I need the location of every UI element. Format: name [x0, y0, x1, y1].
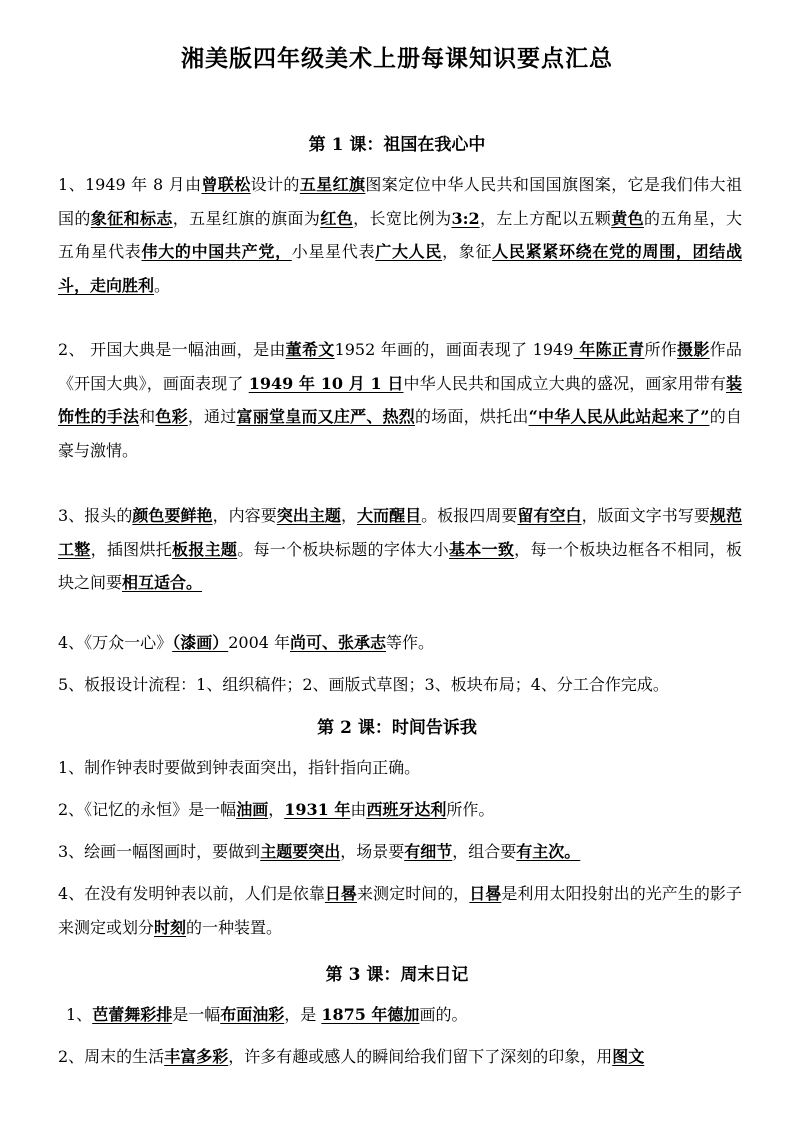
key-term: 伟大的中国共产党，	[141, 242, 292, 261]
text-run: ，	[268, 800, 285, 819]
text-run: 2、《记忆的永恒》是一幅	[58, 800, 237, 819]
key-term: 油画	[236, 800, 269, 819]
key-term: 有主次。	[516, 842, 581, 861]
text-run: 2、 开国大典是一幅油画，是由	[58, 340, 286, 359]
lesson-1-item-3	[58, 499, 742, 600]
key-term: 尚可、张承志	[290, 633, 387, 652]
text-run: ，许多有趣或感人的瞬间给我们留下了深刻的印象，用	[228, 1047, 613, 1066]
key-term: 1931 年	[284, 800, 351, 819]
text-run: 的自豪与激情。	[58, 407, 742, 460]
text-run: 1952 年画的，画面表现了 1949	[334, 340, 574, 359]
text-run: 2004 年	[228, 633, 291, 652]
text-run: 小星星代表	[291, 242, 376, 261]
key-term: 人民紧紧环绕在党的周围，团结战斗，走向胜利	[58, 242, 742, 295]
lesson-1-heading: 第 1 课：祖国在我心中	[308, 135, 486, 155]
lesson-1-item-4	[58, 626, 742, 660]
lesson-2-heading: 第 2 课：时间告诉我	[317, 718, 477, 738]
text-run: 画的。	[419, 1005, 468, 1024]
key-term: 日晷	[324, 884, 357, 903]
key-term: 主题要突出	[260, 842, 341, 861]
text-run: ，左上方配以五颗	[479, 208, 612, 228]
text-run: 。	[154, 275, 171, 295]
text-run: 是利用太阳投射出的光产生的影子来测定或划分	[58, 884, 742, 937]
text-run: 是一幅	[172, 1005, 221, 1024]
key-term: 大而醒目	[356, 506, 422, 525]
lesson-3-item-1	[66, 998, 742, 1032]
text-run: 3、绘画一幅图画时，要做到	[58, 842, 261, 861]
text-run: 等作。	[386, 633, 435, 652]
key-term: 时刻	[154, 917, 187, 937]
text-run: 由	[350, 800, 367, 819]
key-term: 象征和标志	[90, 208, 173, 228]
key-term: 基本一致	[449, 539, 515, 559]
text-run: 和	[139, 407, 156, 426]
key-term: 年陈正青	[573, 340, 645, 359]
lesson-1-item-1	[58, 168, 742, 302]
key-term: “中华人民从此站起来了”	[528, 407, 710, 426]
text-run: ，通过	[187, 407, 237, 426]
key-term: （漆画）	[172, 633, 229, 652]
key-term: 1875 年德加	[321, 1005, 420, 1024]
text-run: 来测定时间的，	[356, 884, 470, 903]
key-term: 黄色	[611, 208, 644, 228]
text-run: ，内容要	[212, 506, 277, 525]
text-run: 所作	[644, 340, 678, 359]
key-term: 有细节	[404, 842, 453, 861]
text-run: 1、制作钟表时要做到钟表面突出，指针指向正确。	[58, 758, 421, 777]
text-run: ，长宽比例为	[353, 208, 452, 228]
key-term: 突出主题	[276, 506, 341, 525]
key-term: 布面油彩	[220, 1005, 285, 1024]
key-term: 丰富多彩	[164, 1047, 229, 1066]
text-run: 作品《开国大典》，画面表现了	[58, 340, 742, 393]
key-term: 板报主题	[172, 539, 238, 559]
lesson-1-item-2	[58, 333, 742, 467]
text-run: ，是	[284, 1005, 322, 1024]
key-term: 日晷	[469, 884, 502, 903]
text-run: 5、板报设计流程：1、组织稿件；2、画版式草图；3、板块布局；4、分工合作完成。	[58, 675, 669, 694]
key-term: 董希文	[285, 340, 335, 359]
key-term: 芭蕾舞彩排	[92, 1005, 173, 1024]
text-run: ，版面文字书写要	[581, 506, 710, 525]
key-term: 3:2	[451, 208, 480, 228]
text-run: 。板报四周要	[421, 506, 518, 525]
text-run: 1、1949 年 8 月由	[58, 175, 202, 194]
key-term: 西班牙达利	[366, 800, 447, 819]
text-run: 4、《万众一心》	[58, 633, 173, 652]
text-run: 2、周末的生活	[58, 1047, 165, 1066]
text-run: ，每一个板块边框各不相同，板块之间要	[58, 539, 742, 592]
text-run: ，组合要	[452, 842, 517, 861]
text-run: 的五角星，大五角星代表	[58, 208, 742, 261]
lesson-1-item-5	[58, 668, 742, 702]
text-run: 中华人民共和国成立大典的盛况，画家用带有	[403, 373, 726, 393]
key-term: 颜色要鲜艳	[132, 506, 213, 525]
key-term: 1949 年 10 月 1 日	[248, 373, 404, 393]
lesson-2-item-1	[58, 751, 742, 785]
key-term: 摄影	[677, 340, 710, 359]
key-term: 色彩	[155, 407, 188, 426]
key-term: 广大人民	[375, 242, 443, 261]
key-term: 相互适合。	[122, 573, 203, 592]
key-term: 留有空白	[517, 506, 582, 525]
key-term: 富丽堂皇而又庄严、热烈	[236, 407, 415, 426]
key-term: 图文	[612, 1047, 645, 1066]
text-run: ，	[340, 506, 357, 525]
key-term: 曾联松	[201, 175, 251, 194]
lesson-2-item-3	[58, 835, 742, 869]
text-run: ，插图烘托	[90, 539, 173, 559]
text-run: 的场面，烘托出	[415, 407, 529, 426]
text-run: ，五星红旗的旗面为	[172, 208, 321, 228]
lesson-3-heading: 第 3 课：周末日记	[325, 965, 469, 985]
text-run: 。每一个板块标题的字体大小	[237, 539, 449, 559]
text-run: 图案定位中华人民共和国国旗图案，它是我们伟大祖国的	[58, 175, 742, 228]
text-run: 设计的	[250, 175, 300, 194]
text-run: 的一种装置。	[186, 917, 283, 937]
lesson-2-item-2	[58, 793, 742, 827]
lesson-3-item-2	[58, 1040, 742, 1074]
key-term: 装饰性的手法	[58, 373, 742, 426]
lesson-2-item-4	[58, 877, 742, 944]
key-term: 五星红旗	[299, 175, 366, 194]
text-run: ，象征	[442, 242, 493, 261]
key-term: 规范工整	[58, 506, 742, 559]
text-run: 3、报头的	[58, 506, 133, 525]
text-run: 4、在没有发明钟表以前，人们是依靠	[58, 884, 325, 903]
text-run: 1、	[66, 1005, 93, 1024]
document-title: 湘美版四年级美术上册每课知识要点汇总	[181, 45, 613, 72]
text-run: 所作。	[446, 800, 495, 819]
key-term: 红色	[320, 208, 354, 228]
text-run: ，场景要	[340, 842, 405, 861]
